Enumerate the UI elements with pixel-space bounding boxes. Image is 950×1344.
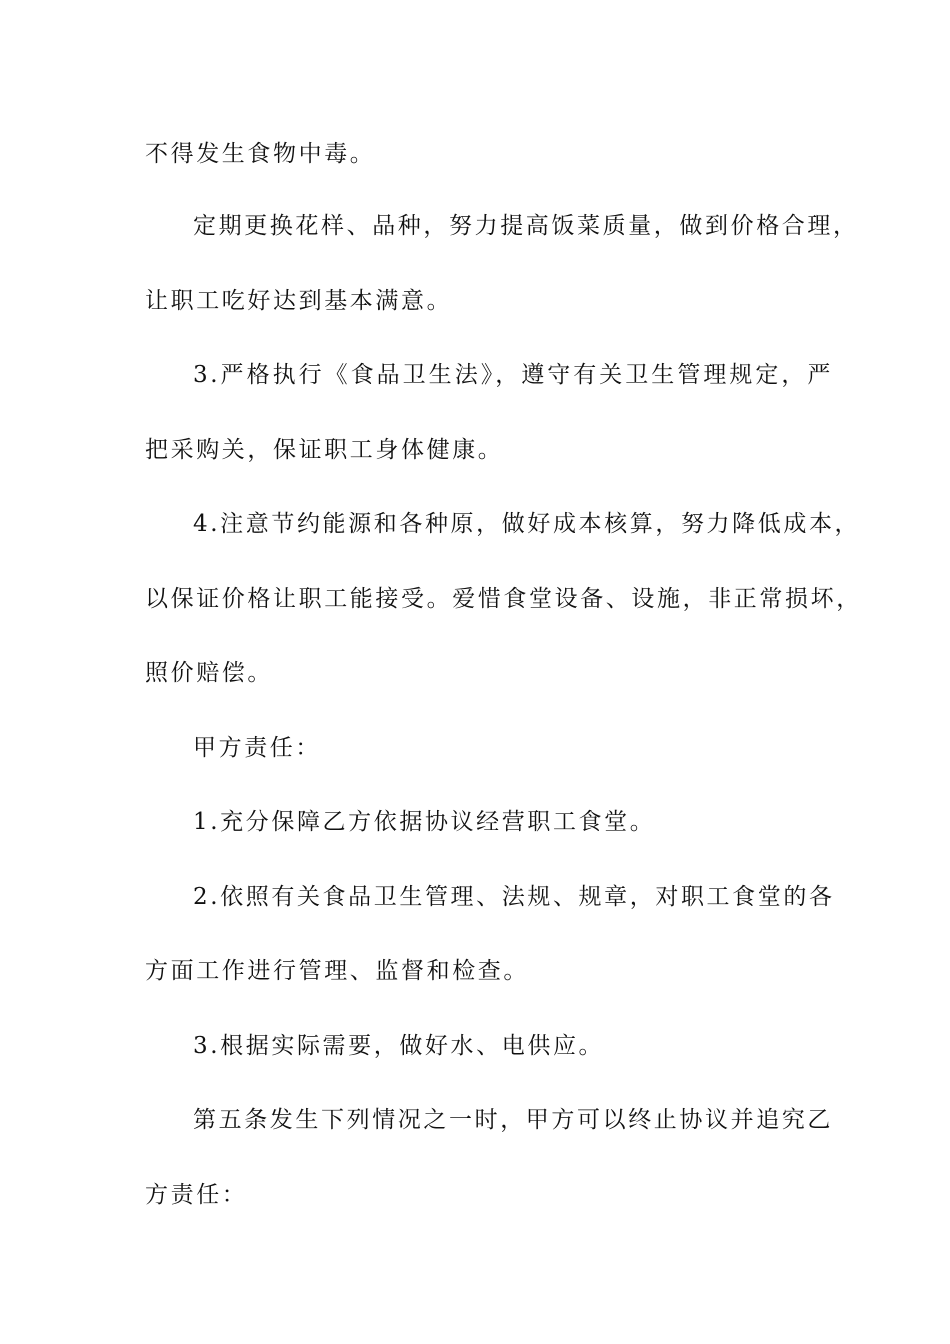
text-line: 1.充分保障乙方依据协议经营职工食堂。 (193, 809, 656, 835)
text-line: 方面工作进行管理、监督和检查。 (145, 958, 529, 984)
text-line: 照价赔偿。 (145, 660, 273, 686)
text-line: 以保证价格让职工能接受。爱惜食堂设备、设施，非正常损坏， (145, 586, 862, 612)
text-line: 3.严格执行《食品卫生法》，遵守有关卫生管理规定，严 (193, 362, 833, 388)
text-line: 定期更换花样、品种，努力提高饭菜质量，做到价格合理， (193, 213, 859, 239)
text-line: 3.根据实际需要，做好水、电供应。 (193, 1033, 605, 1059)
text-line: 第五条发生下列情况之一时，甲方可以终止协议并追究乙 (193, 1107, 833, 1133)
text-line: 4.注意节约能源和各种原，做好成本核算，努力降低成本， (193, 511, 861, 537)
section-heading: 甲方责任： (193, 735, 321, 761)
text-line: 让职工吃好达到基本满意。 (145, 288, 453, 314)
text-line: 把采购关，保证职工身体健康。 (145, 437, 504, 463)
text-line: 方责任： (145, 1182, 248, 1208)
text-line: 2.依照有关食品卫生管理、法规、规章，对职工食堂的各 (193, 884, 835, 910)
text-line: 不得发生食物中毒。 (145, 141, 376, 167)
